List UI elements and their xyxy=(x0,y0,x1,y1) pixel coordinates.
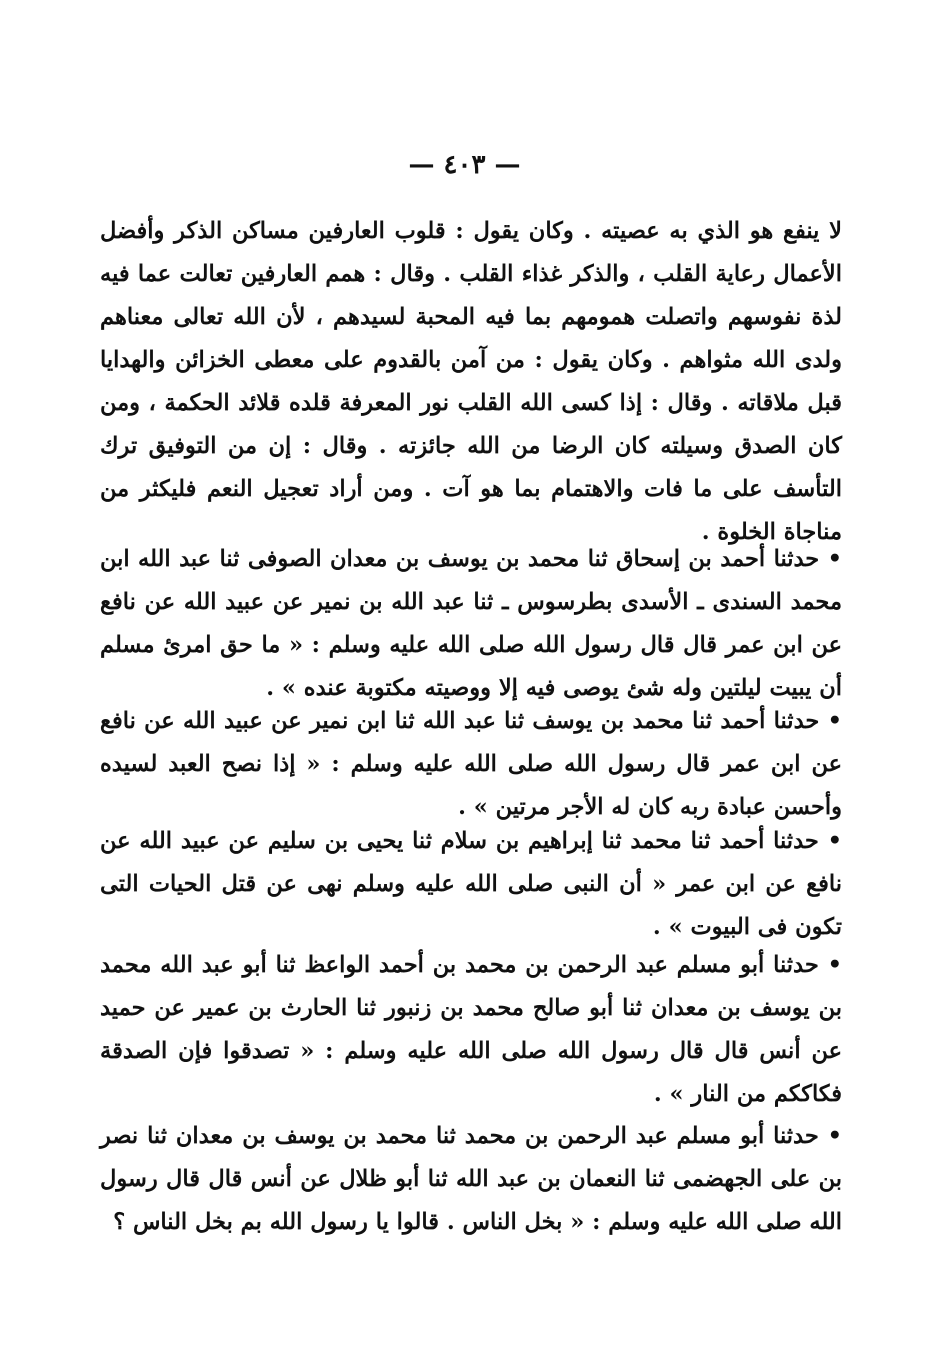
paragraph-text: • حدثنا أحمد ثنا محمد بن يوسف ثنا عبد الله ثنا ابن نمير عن عبيد الله عن نافع عن ابن عمر قال رسول الله صلى الله عليه وسلم : « إذا نصح العبد لسيده وأحسن عبادة ربه كان له الأجر مرتين » . xyxy=(100,708,842,820)
page-number: — ٤٠٣ — xyxy=(408,150,521,180)
hadith-paragraph-4 xyxy=(100,944,842,1116)
hadith-paragraph-3 xyxy=(100,820,842,949)
paragraph-text: • حدثنا أبو مسلم عبد الرحمن بن محمد ثنا محمد بن يوسف بن معدان ثنا نصر بن على الجهضمى ثنا النعمان بن عبد الله ثنا أبو ظلال عن أنس قال قال رسول الله صلى الله عليه وسلم : « بخل الناس . قالوا يا رسول الله بم بخل الناس ؟ xyxy=(100,1123,842,1235)
paragraph-sayings xyxy=(100,210,842,554)
hadith-paragraph-5 xyxy=(100,1115,842,1244)
paragraph-text: • حدثنا أحمد ثنا محمد ثنا إبراهيم بن سلام ثنا يحيى بن سليم عن عبيد الله عن نافع عن ابن عمر « أن النبى صلى الله عليه وسلم نهى عن قتل الحيات التى تكون فى البيوت » . xyxy=(100,828,842,940)
paragraph-text: • حدثنا أبو مسلم عبد الرحمن بن محمد بن أحمد الواعظ ثنا أبو عبد الله محمد بن يوسف بن معدان ثنا أبو صالح محمد بن زنبور ثنا الحارث بن عمير عن حميد عن أنس قال قال رسول الله صلى الله عليه وسلم : « تصدقوا فإن الصدقة فكاككم من النار » . xyxy=(100,952,842,1107)
paragraph-text: لا ينفع هو الذي به عصيته . وكان يقول : قلوب العارفين مساكن الذكر وأفضل الأعمال رعاية القلب ، والذكر غذاء القلب . وقال : همم العارفين تعالت عما فيه لذة نفوسهم واتصلت همومهم بما فيه المحبة لسيدهم ، لأن الله تعالى معناهم ولدى الله مثواهم . وكان يقول : من آمن بالقدوم على معطى الخزائن والهدايا قبل ملاقاته . وقال : إذا كسى الله القلب نور المعرفة قلده قلائد الحكمة ، ومن كان الصدق وسيلته كان الرضا من الله جائزته . وقال : إن من التوفيق ترك التأسف على ما فات والاهتمام بما هو آت . ومن أراد تعجيل النعم فليكثر من مناجاة الخلوة . xyxy=(100,218,842,545)
paragraph-text: • حدثنا أحمد بن إسحاق ثنا محمد بن يوسف بن معدان الصوفى ثنا عبد الله ابن محمد السندى ـ الأسدى بطرسوس ـ ثنا عبد الله بن نمير عن عبيد الله عن نافع عن ابن عمر قال قال رسول الله صلى الله عليه وسلم : « ما حق امرئ مسلم أن يبيت ليلتين وله شئ يوصى فيه إلا ووصيته مكتوبة عنده » . xyxy=(100,546,843,701)
hadith-paragraph-1 xyxy=(100,538,842,710)
hadith-paragraph-2 xyxy=(100,700,842,829)
